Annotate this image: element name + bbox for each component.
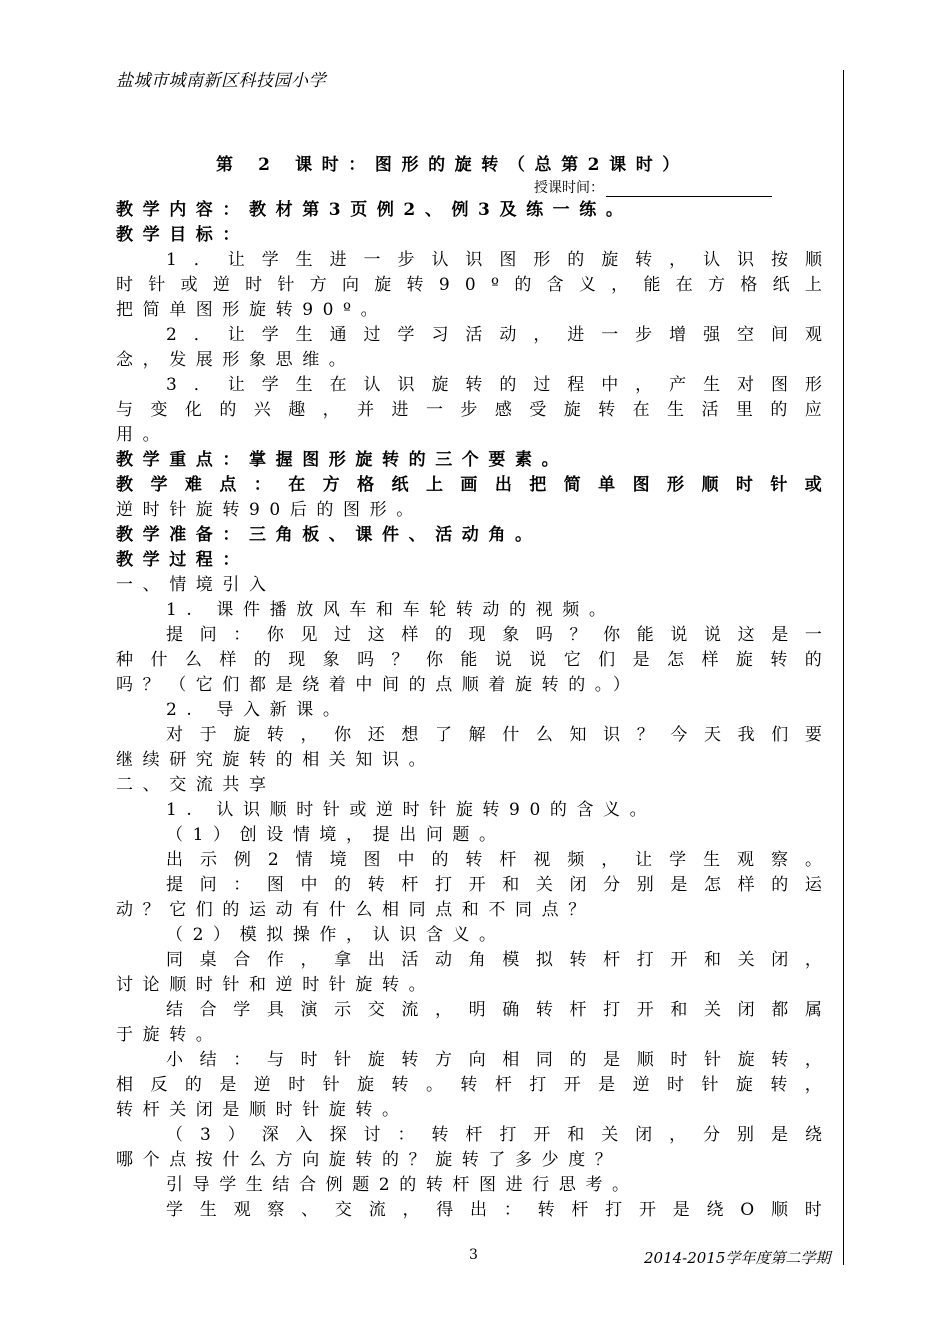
- body-line: 吗？（它们都是绕着中间的点顺着旋转的。）: [116, 675, 640, 695]
- body-line: 2. 导入新课。: [166, 700, 350, 720]
- body-line: 哪个点按什么方向旋转的？旋转了多少度？: [116, 1150, 622, 1170]
- objectives-heading: 教学目标：: [116, 225, 249, 245]
- difficulty-line: 教 学 难 点 ： 在 方 格 纸 上 画 出 把 简 单 图 形 顺 时 针 或: [116, 475, 822, 495]
- teaching-time: [534, 177, 772, 197]
- body-line: 转杆关闭是顺时针旋转。: [116, 1100, 409, 1120]
- body-line: 出 示 例 2 情 境 图 中 的 转 杆 视 频 ， 让 学 生 观 察 。: [166, 850, 822, 870]
- section-heading: 二、交流共享: [116, 775, 276, 795]
- body-line: 提 问 ： 你 见 过 这 样 的 现 象 吗 ？ 你 能 说 说 这 是 一: [166, 625, 822, 645]
- body-line: 动？它们的运动有什么相同点和不同点？: [116, 900, 595, 920]
- body-line: 继续研究旋转的相关知识。: [116, 750, 436, 770]
- key-point-line: 教学重点：掌握图形旋转的三个要素。: [116, 450, 569, 470]
- section-heading: 一、情境引入: [116, 575, 276, 595]
- body-line: 同 桌 合 作 ， 拿 出 活 动 角 模 拟 转 杆 打 开 和 关 闭 ，: [166, 950, 822, 970]
- body-line: 小 结 ： 与 时 针 旋 转 方 向 相 同 的 是 顺 时 针 旋 转 ，: [166, 1050, 822, 1070]
- body-line: 3 ． 让 学 生 在 认 识 旋 转 的 过 程 中 ， 产 生 对 图 形: [166, 375, 822, 395]
- body-line: 时 针 或 逆 时 针 方 向 旋 转 9 0 º 的 含 义 ， 能 在 方 格 纸 上: [116, 275, 822, 295]
- body-line: 1. 认识顺时针或逆时针旋转90的含义。: [166, 800, 657, 820]
- process-heading: 教学过程：: [116, 550, 249, 570]
- body-line: 与 变 化 的 兴 趣 ， 并 进 一 步 感 受 旋 转 在 生 活 里 的 应: [116, 400, 822, 420]
- body-line: 结 合 学 具 演 示 交 流 ， 明 确 转 杆 打 开 和 关 闭 都 属: [166, 1000, 822, 1020]
- body-line: 把简单图形旋转90º。: [116, 300, 388, 320]
- body-line: 1. 课件播放风车和车轮转动的视频。: [166, 600, 616, 620]
- body-line: （2）模拟操作，认识含义。: [166, 925, 506, 945]
- right-margin-rule: [843, 70, 844, 1265]
- body-line: 相 反 的 是 逆 时 针 旋 转 。 转 杆 打 开 是 逆 时 针 旋 转 ，: [116, 1075, 822, 1095]
- body-line: 用。: [116, 425, 170, 445]
- body-line: 2 ． 让 学 生 通 过 学 习 活 动 ， 进 一 步 增 强 空 间 观: [166, 325, 822, 345]
- body-line: 对 于 旋 转 ， 你 还 想 了 解 什 么 知 识 ？ 今 天 我 们 要: [166, 725, 822, 745]
- teaching-time-blank: [606, 182, 772, 197]
- content-heading: 教学内容：教材第3页例2、例3及练一练。: [116, 200, 633, 220]
- body-line: 引导学生结合例题2的转杆图进行思考。: [166, 1175, 639, 1195]
- body-line: 逆时针旋转90后的图形。: [116, 500, 423, 520]
- body-line: （1）创设情境，提出问题。: [166, 825, 506, 845]
- body-line: 提 问 ： 图 中 的 转 杆 打 开 和 关 闭 分 别 是 怎 样 的 运: [166, 875, 822, 895]
- body-line: （ 3 ） 深 入 探 讨 ： 转 杆 打 开 和 关 闭 ， 分 别 是 绕: [166, 1125, 822, 1145]
- body-line: 1 ． 让 学 生 进 一 步 认 识 图 形 的 旋 转 ， 认 识 按 顺: [166, 250, 822, 270]
- body-line: 念，发展形象思维。: [116, 350, 356, 370]
- body-line: 种 什 么 样 的 现 象 吗 ？ 你 能 说 说 它 们 是 怎 样 旋 转 的: [116, 650, 822, 670]
- lesson-title: 第 2 课时：图形的旋转（总第2课时）: [216, 155, 689, 175]
- page-number: 3: [469, 1247, 478, 1263]
- preparation-line: 教学准备：三角板、课件、活动角。: [116, 525, 542, 545]
- body-line: 于旋转。: [116, 1025, 223, 1045]
- body-line: 讨论顺时针和逆时针旋转。: [116, 975, 436, 995]
- school-term: 2014-2015学年度第二学期: [644, 1249, 831, 1267]
- teaching-time-label: 授课时间：: [534, 180, 604, 196]
- body-line: 学 生 观 察 、 交 流 ， 得 出 ： 转 杆 打 开 是 绕 O 顺 时: [166, 1200, 822, 1220]
- school-header: 盐城市城南新区科技园小学: [116, 71, 326, 91]
- lesson-body: [116, 198, 822, 1223]
